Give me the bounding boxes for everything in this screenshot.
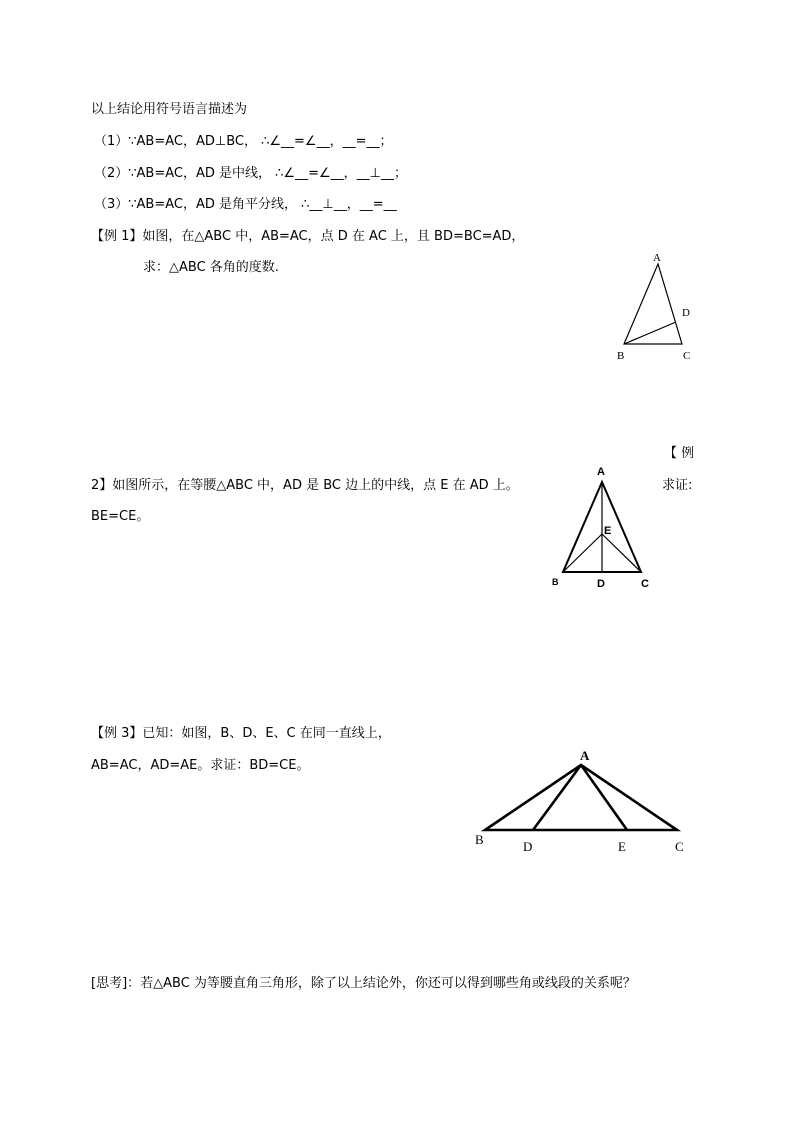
statement-3: （3）∵AB=AC，AD 是角平分线， ∴__⊥__，__=__ (94, 197, 397, 212)
ex3-label-b: B (475, 832, 484, 847)
ex3-label-d: D (523, 839, 533, 854)
ex1-label-c: C (683, 350, 691, 362)
ex1-label-d: D (682, 307, 690, 319)
example2-line1: 2】如图所示，在等腰△ABC 中，AD 是 BC 边上的中线，点 E 在 AD 上。 (91, 478, 519, 493)
intro-text: 以上结论用符号语言描述为 (91, 102, 248, 117)
ex2-label-d: D (597, 578, 605, 590)
example1-line2: 求：△ABC 各角的度数. (143, 260, 279, 275)
example3-line1: 【例 3】已知：如图，B、D、E、C 在同一直线上， (91, 726, 391, 741)
example2-bracket: 【 例 (664, 446, 695, 461)
ex3-label-c: C (675, 839, 684, 854)
ex2-label-a: A (597, 466, 605, 478)
ex2-label-c: C (641, 578, 649, 590)
ex3-label-a: A (580, 748, 590, 763)
example1-line1: 【例 1】如图，在△ABC 中，AB=AC，点 D 在 AC 上，且 BD=BC=AD， (91, 229, 525, 244)
example3-line2: AB=AC，AD=AE。求证：BD=CE。 (91, 758, 310, 773)
example2-line2: BE=CE。 (91, 509, 150, 524)
example2-inner-lines (563, 482, 641, 572)
example1-triangle (624, 264, 682, 344)
ex1-label-a: A (653, 252, 661, 264)
think-question: [思考]：若△ABC 为等腰直角三角形，除了以上结论外，你还可以得到哪些角或线段的关系呢？ (91, 976, 636, 991)
statement-1: （1）∵AB=AC，AD⊥BC， ∴∠__=∠__，__=__； (94, 134, 393, 149)
ex2-label-e: E (604, 525, 612, 537)
ex1-label-b: B (617, 350, 625, 362)
ex2-label-b: B (552, 577, 559, 587)
example2-prove: 求证: (662, 478, 693, 493)
example3-figure-lines (485, 765, 677, 830)
statement-2: （2）∵AB=AC，AD 是中线， ∴∠__=∠__，__⊥__； (94, 166, 407, 181)
ex3-label-e: E (618, 839, 626, 854)
